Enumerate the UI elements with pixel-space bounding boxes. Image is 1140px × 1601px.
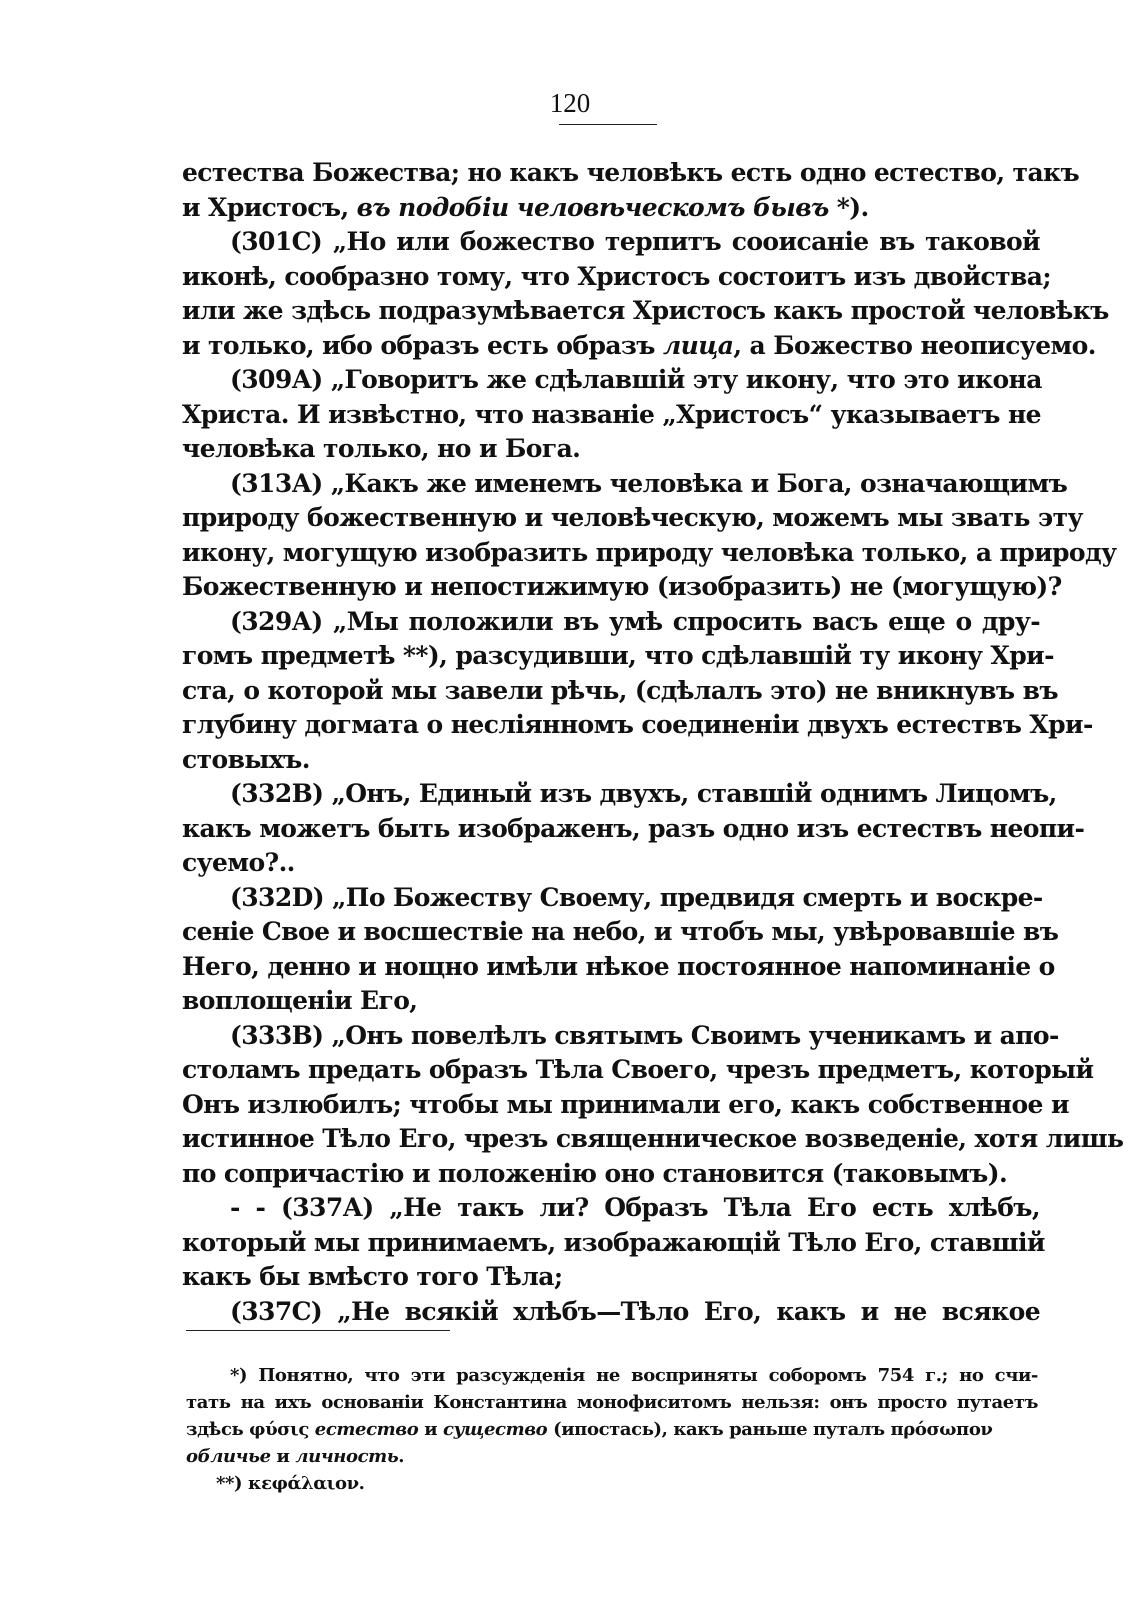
main-text	[182, 156, 1124, 1329]
paragraph-start: (313А) „Какъ же именемъ человѣка и Бога, означающимъ	[230, 468, 1068, 498]
text-line: по сопричастію и положенію оно становится (таковымъ).	[182, 1158, 1008, 1188]
paragraph-start: (301С) „Но или божество терпитъ сооисаніе въ таковой	[230, 227, 1040, 256]
footnote-line: тать на ихъ основаніи Константина монофиситомъ нельзя: онъ просто путаетъ	[186, 1392, 1038, 1413]
text-line: глубину догмата о несліянномъ соединеніи двухъ естествъ Хри-	[182, 710, 1093, 739]
text-line: человѣка только, но и Бога.	[182, 434, 581, 463]
paragraph-start: (309А) „Говоритъ же сдѣлавшій эту икону, что это икона	[230, 365, 1042, 394]
footnotes	[186, 1362, 1038, 1497]
page-number: 120	[549, 88, 591, 118]
footnote-line: **) κεφάλαιον.	[216, 1473, 365, 1494]
paragraph-start: - - (337А) „Не такъ ли? Образъ Тѣла Его есть хлѣбъ,	[230, 1193, 1040, 1222]
text-line: икону, могущую изобразить природу человѣка только, а природу	[182, 537, 1117, 567]
text-line: и только, ибо образъ есть образъ лица, а Божество неописуемо.	[182, 330, 1096, 360]
text-line: Христа. И извѣстно, что названіе „Христосъ“ указываетъ не	[182, 399, 1041, 429]
text-line: естества Божества; но какъ человѣкъ есть одно естество, такъ	[182, 158, 1080, 187]
italic-phrase: естество	[314, 1419, 419, 1440]
text-line: природу божественную и человѣческую, можемъ мы звать эту	[182, 503, 1083, 532]
text-line: сеніе Свое и восшествіе на небо, и чтобъ мы, увѣровавшіе въ	[182, 917, 1059, 946]
text-line: какъ можетъ быть изображенъ, разъ одно изъ естествъ неопи-	[182, 813, 1085, 843]
paragraph-start: (332В) „Онъ, Единый изъ двухъ, ставшій однимъ Лицомъ,	[230, 779, 1057, 808]
italic-phrase: существо	[443, 1419, 548, 1440]
text-line: иконѣ, сообразно тому, что Христосъ состоитъ изъ двойства;	[182, 261, 1052, 291]
paragraph-start: (332D) „По Божеству Своему, предвидя смерть и воскре-	[230, 882, 1043, 912]
italic-phrase: въ подобіи человѣческомъ бывъ	[356, 192, 829, 222]
footnote-rule	[186, 1330, 450, 1331]
paragraph-start: (333В) „Онъ повелѣлъ святымъ Своимъ ученикамъ и апо-	[230, 1020, 1059, 1050]
text-line: и Христосъ, въ подобіи человѣческомъ бывъ *).	[182, 192, 869, 222]
page-number-rule	[559, 124, 657, 125]
text-line: Божественную и непостижимую (изобразить) не (могущую)?	[182, 572, 1062, 601]
text-line: Него, денно и нощно имѣли нѣкое постоянное напоминаніе о	[182, 951, 1055, 981]
text-line: ста, о которой мы завели рѣчь, (сдѣлалъ это) не вникнувъ въ	[182, 675, 1058, 705]
text-line: стовыхъ.	[182, 744, 310, 774]
text-line: столамъ предать образъ Тѣла Своего, чрезъ предметъ, который	[182, 1055, 1094, 1084]
text-line: гомъ предметѣ **), разсудивши, что сдѣлавшій ту икону Хри-	[182, 641, 1054, 670]
text-line: который мы принимаемъ, изображающій Тѣло Его, ставшій	[182, 1227, 1045, 1257]
text-line: или же здѣсь подразумѣвается Христосъ какъ простой человѣкъ	[182, 296, 1109, 325]
text-line: Онъ излюбилъ; чтобы мы принимали его, какъ собственное и	[182, 1089, 1069, 1119]
italic-phrase: личность	[295, 1446, 399, 1467]
italic-phrase: лица	[662, 330, 734, 360]
footnote-line: *) Понятно, что эти разсужденія не восприняты соборомъ 754 г.; но счи-	[230, 1365, 1038, 1386]
footnote-line: обличье и личность.	[186, 1446, 405, 1467]
italic-phrase: обличье	[186, 1446, 271, 1467]
text-line: истинное Тѣло Его, чрезъ священническое возведеніе, хотя лишь	[182, 1124, 1124, 1153]
text-line: какъ бы вмѣсто того Тѣла;	[182, 1262, 563, 1291]
text-line: воплощеніи Его,	[182, 986, 418, 1015]
text-line: суемо?..	[182, 848, 295, 877]
paragraph-start: (337С) „Не всякій хлѣбъ—Тѣло Его, какъ и не всякое	[230, 1296, 1040, 1326]
paragraph-start: (329А) „Мы положили въ умѣ спросить васъ еще о дру-	[230, 606, 1040, 636]
footnote-line: здѣсь φύσις естество и существо (ипостась), какъ раньше путалъ πρόσωπον	[186, 1419, 993, 1440]
